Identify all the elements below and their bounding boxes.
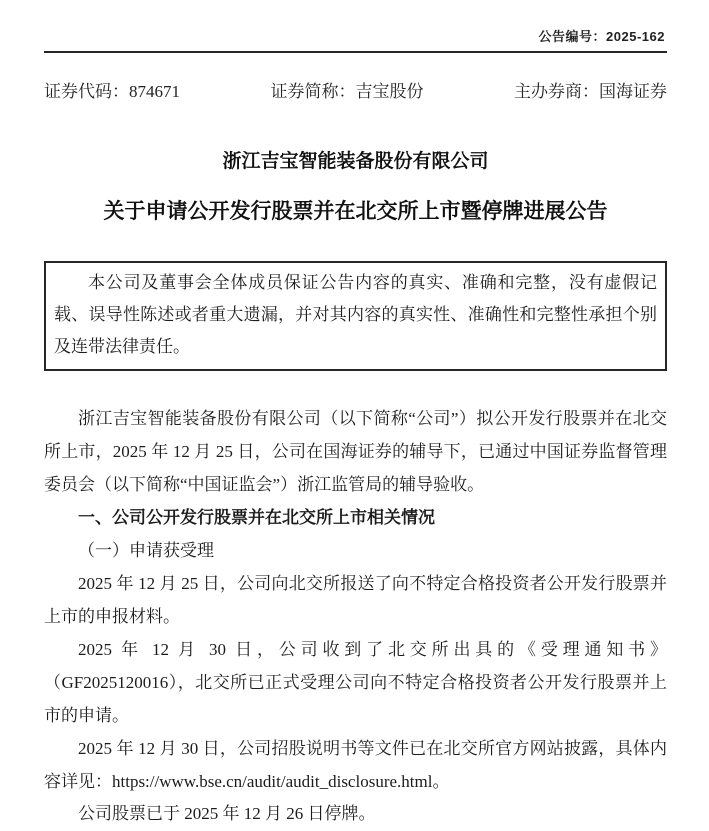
intro-paragraph: 浙江吉宝智能装备股份有限公司（以下简称“公司”）拟公开发行股票并在北交所上市，2025 年 12 月 25 日，公司在国海证券的辅导下，已通过中国证券监督管理委员会（以下简称“中国证监会”）浙江监管局的辅导验收。 — [44, 408, 667, 494]
paragraph-acceptance: 2025 年 12 月 30 日，公司收到了北交所出具的《受理通知书》（GF2025120016），北交所已正式受理公司向不特定合格投资者公开发行股票并上市的申请。 — [44, 639, 667, 725]
subsection-1-heading: （一）申请获受理 — [78, 540, 214, 560]
paragraph-suspension: 公司股票已于 2025 年 12 月 26 日停牌。 — [78, 804, 376, 824]
announcement-title: 关于申请公开发行股票并在北交所上市暨停牌进展公告 — [103, 200, 608, 223]
announcement-body — [44, 403, 667, 831]
stock-code-label: 证券代码： — [44, 82, 129, 101]
sponsor-value: 国海证券 — [599, 82, 667, 101]
stock-name-field — [271, 77, 424, 102]
sponsor-field — [514, 77, 667, 102]
announcement-number — [44, 26, 665, 45]
announcement-number-value: 2025-162 — [606, 29, 665, 44]
section-1-heading: 一、公司公开发行股票并在北交所上市相关情况 — [78, 507, 435, 527]
stock-name-label: 证券简称： — [270, 82, 356, 101]
sponsor-label: 主办券商： — [514, 82, 599, 101]
header-divider — [44, 51, 667, 53]
securities-info-row — [44, 77, 667, 102]
paragraph-filing: 2025 年 12 月 25 日，公司向北交所报送了向不特定合格投资者公开发行股票并上市的申报材料。 — [44, 573, 667, 626]
paragraph-disclosure: 2025 年 12 月 30 日，公司招股说明书等文件已在北交所官方网站披露，具体内容详见：https://www.bse.cn/audit/audit_disclosure.html。 — [44, 738, 667, 791]
company-name-title: 浙江吉宝智能装备股份有限公司 — [222, 151, 489, 172]
announcement-number-label: 公告编号： — [538, 29, 607, 44]
stock-code-value: 874671 — [129, 82, 180, 101]
stock-code-field — [44, 77, 180, 102]
stock-name-value: 吉宝股份 — [355, 82, 424, 101]
disclaimer-box: 本公司及董事会全体成员保证公告内容的真实、准确和完整，没有虚假记载、误导性陈述或者重大遗漏，并对其内容的真实性、准确性和完整性承担个别及连带法律责任。 — [44, 261, 667, 371]
